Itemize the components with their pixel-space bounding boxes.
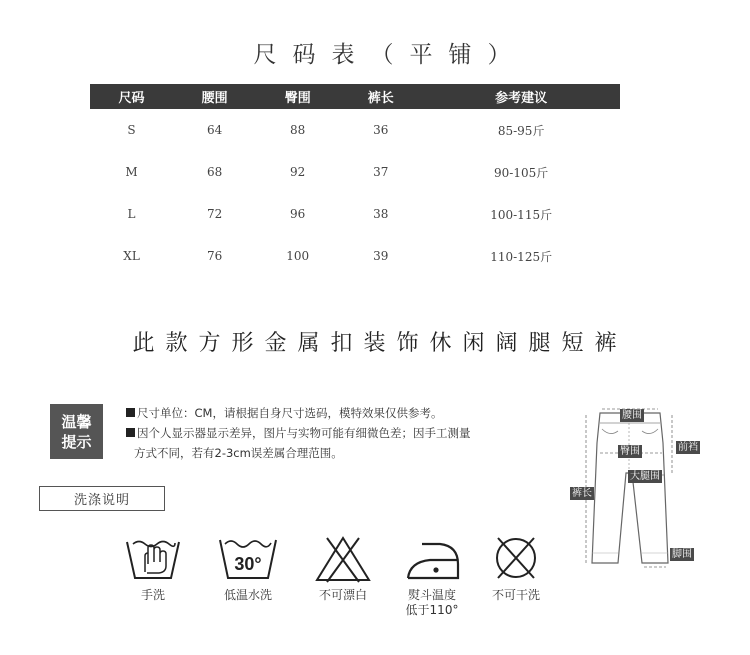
tip-line-3: 方式不同，若有2-3cm误差属合理范围。 — [134, 446, 343, 460]
header-length: 裤长 — [339, 84, 422, 109]
care-label: 不可漂白 — [318, 588, 367, 602]
care-item-no-bleach — [303, 534, 383, 603]
diagram-label-waist: 腰围 — [622, 410, 642, 421]
wash-instructions-title: 洗涤说明 — [39, 486, 165, 511]
diagram-label-length: 裤长 — [572, 488, 592, 499]
page-title: 尺码表（平铺） — [253, 42, 527, 68]
header-size: 尺码 — [90, 84, 173, 109]
header-hip: 臀围 — [256, 84, 339, 109]
cell-suggestion: 85-95斤 — [497, 123, 545, 138]
no-dry-clean-icon — [486, 534, 546, 584]
no-bleach-icon — [313, 534, 373, 584]
diagram-label-thigh: 大腿围 — [630, 471, 660, 482]
table-row — [90, 193, 620, 235]
care-item-iron — [392, 534, 472, 618]
cell-waist: 72 — [206, 207, 223, 221]
bullet-square-icon — [126, 428, 135, 437]
care-item-no-dry-clean — [476, 534, 556, 603]
cell-hip: 100 — [286, 249, 310, 263]
care-item-low-temp-wash — [208, 534, 288, 603]
diagram-label-hem: 脚围 — [672, 549, 692, 560]
tip-line — [126, 403, 576, 423]
tip-line-1: 尺寸单位：CM，请根据自身尺寸选码，模特效果仅供参考。 — [137, 406, 443, 420]
tips-text — [126, 403, 576, 463]
cell-size: XL — [123, 249, 140, 263]
wash-30-icon — [216, 534, 280, 584]
hand-wash-icon — [123, 534, 183, 584]
cell-hip: 96 — [290, 207, 306, 221]
bullet-square-icon — [126, 408, 135, 417]
cell-length: 37 — [373, 165, 389, 179]
size-table — [90, 84, 620, 277]
cell-suggestion: 100-115斤 — [490, 207, 553, 222]
cell-length: 38 — [373, 207, 389, 221]
tip-line-2: 因个人显示器显示差异，图片与实物可能有细微色差；因手工测量 — [137, 426, 471, 440]
tips-badge-line1: 温馨 — [61, 412, 92, 431]
header-suggestion: 参考建议 — [422, 84, 620, 109]
cell-hip: 92 — [290, 165, 306, 179]
cell-length: 39 — [373, 249, 389, 263]
diagram-label-hip: 臀围 — [620, 446, 640, 457]
table-row — [90, 235, 620, 277]
cell-suggestion: 110-125斤 — [490, 249, 553, 264]
tip-line — [126, 423, 576, 443]
care-item-hand-wash — [113, 534, 193, 603]
care-label — [392, 588, 472, 618]
cell-waist: 76 — [206, 249, 223, 263]
cell-size: L — [127, 207, 136, 221]
header-waist: 腰围 — [173, 84, 256, 109]
tip-line — [126, 443, 576, 463]
table-header-row — [90, 84, 620, 109]
cell-length: 36 — [373, 123, 389, 137]
cell-waist: 68 — [206, 165, 223, 179]
cell-waist: 64 — [206, 123, 223, 137]
pants-measurement-diagram — [560, 403, 702, 568]
iron-icon — [400, 534, 464, 584]
care-label: 不可干洗 — [491, 588, 540, 602]
cell-suggestion: 90-105斤 — [494, 165, 549, 180]
diagram-label-front-rise: 前裆 — [678, 442, 698, 453]
table-row — [90, 109, 620, 151]
product-title: 此款方形金属扣装饰休闲阔腿短裤 — [132, 331, 628, 356]
table-row — [90, 151, 620, 193]
cell-size: M — [125, 165, 138, 179]
care-label: 手洗 — [140, 588, 165, 602]
care-label-line2: 低于110° — [405, 603, 459, 617]
cell-hip: 88 — [290, 123, 306, 137]
care-label: 低温水洗 — [223, 588, 272, 602]
pants-illustration — [560, 403, 702, 568]
tips-badge — [50, 404, 103, 459]
cell-size: S — [127, 123, 136, 137]
tips-badge-line2: 提示 — [61, 432, 92, 451]
wash-temp-text: 30° — [234, 554, 262, 574]
care-label-line1: 熨斗温度 — [407, 588, 456, 602]
